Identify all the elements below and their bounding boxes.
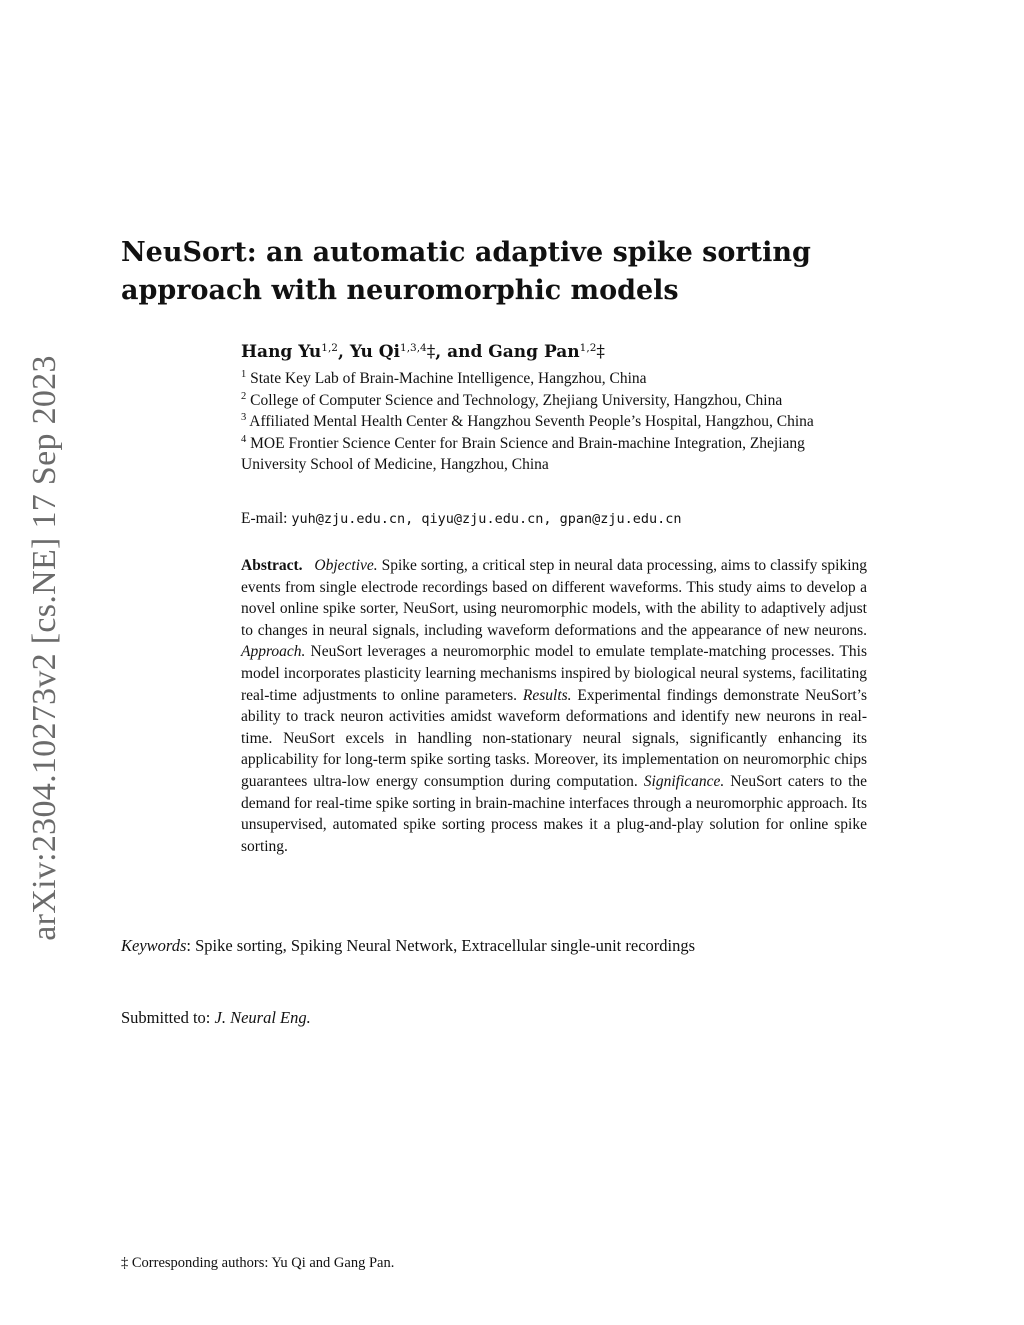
- affiliation-text: Affiliated Mental Health Center & Hangzhou Seventh People’s Hospital, Hangzhou, China: [249, 413, 814, 431]
- affiliation-number: 4: [241, 433, 247, 445]
- abstract-label: Abstract.: [241, 557, 303, 574]
- email-line: [241, 508, 867, 531]
- author-separator: ,: [337, 342, 350, 362]
- author-separator: , and: [435, 342, 489, 362]
- journal-name: J. Neural Eng.: [214, 1008, 311, 1027]
- abstract: [241, 555, 867, 857]
- footnote-text: Corresponding authors: Yu Qi and Gang Pan.: [128, 1255, 395, 1271]
- affiliation: [241, 411, 867, 433]
- affiliation-text: College of Computer Science and Technology, Zhejiang University, Hangzhou, China: [250, 391, 783, 409]
- keywords-text: : Spike sorting, Spiking Neural Network, Extracellular single-unit recordings: [186, 936, 696, 955]
- email-label: E-mail:: [241, 510, 288, 527]
- approach-label: Approach.: [241, 643, 306, 661]
- affiliation-list: [241, 368, 867, 476]
- affiliation: [241, 368, 867, 390]
- results-text: Experimental findings demonstrate NeuSort’s ability to track neuron activities amidst waveform deformations and identify new neurons in real-time. NeuSort excels in handling non-stationary neural signals, significantly enhancing its applicability for long-term spike sorting tasks. Moreover, its implementation on neuromorphic chips guarantees ultra-low energy consumption during computation.: [241, 686, 868, 790]
- author-name: Hang Yu: [241, 342, 322, 362]
- title-line-2: approach with neuromorphic models: [121, 275, 679, 306]
- footnote-mark: ‡: [121, 1255, 129, 1271]
- affiliation-number: 1: [241, 369, 247, 380]
- affiliation-number: 3: [241, 412, 247, 424]
- affiliation: [241, 433, 867, 476]
- email-addresses: yuh@zju.edu.cn, qiyu@zju.edu.cn, gpan@zju.edu.cn: [291, 511, 682, 527]
- submitted-label: Submitted to:: [121, 1008, 215, 1027]
- objective-text: Spike sorting, a critical step in neural data processing, aims to classify spiking events from single electrode recordings based on different waveforms. This study aims to develop a novel online spike sorter, NeuSort, using neuromorphic models, with the ability to adaptively adjust to changes in neural signals, including waveform deformations and the appearance of new neurons.: [241, 557, 868, 639]
- significance-text: NeuSort caters to the demand for real-time spike sorting in brain-machine interfaces through a neuromorphic approach. Its unsupervised, automated spike sorting process makes it a plug-and-play solution for online spike sorting.: [241, 772, 868, 855]
- corresponding-authors-footnote: [121, 1253, 394, 1273]
- results-label: Results.: [522, 686, 572, 704]
- author-name: Yu Qi: [349, 342, 401, 362]
- submission-line: [121, 1007, 311, 1029]
- significance-label: Significance.: [643, 772, 725, 790]
- affiliation-text: MOE Frontier Science Center for Brain Science and Brain-machine Integration, Zhejiang University School of Medicine, Hangzhou, China: [241, 434, 805, 474]
- affiliation-text: State Key Lab of Brain-Machine Intelligence, Hangzhou, China: [250, 370, 647, 387]
- arxiv-identifier-stamp: arXiv:2304.10273v2 [cs.NE] 17 Sep 2023: [26, 355, 63, 941]
- author-affiliation-marks: 1,2: [579, 342, 597, 354]
- author-affiliation-marks: 1,3,4: [400, 342, 427, 354]
- paper-title: [121, 234, 881, 310]
- author-affiliation-marks: 1,2: [321, 342, 338, 354]
- title-line-1: NeuSort: an automatic adaptive spike sorting: [121, 237, 811, 268]
- author-list: [241, 340, 867, 364]
- keywords-line: [121, 935, 881, 957]
- affiliation: [241, 390, 867, 412]
- approach-text: NeuSort leverages a neuromorphic model to emulate template-matching processes. This model incorporates plasticity learning mechanisms inspired by biological neural systems, facilitating real-time adjustments to online parameters.: [241, 643, 867, 704]
- objective-label: Objective.: [314, 557, 378, 574]
- corresponding-mark: ‡: [596, 342, 605, 362]
- affiliation-number: 2: [241, 390, 247, 402]
- keywords-label: Keywords: [121, 936, 187, 955]
- author-name: Gang Pan: [488, 342, 580, 362]
- corresponding-mark: ‡: [426, 342, 436, 362]
